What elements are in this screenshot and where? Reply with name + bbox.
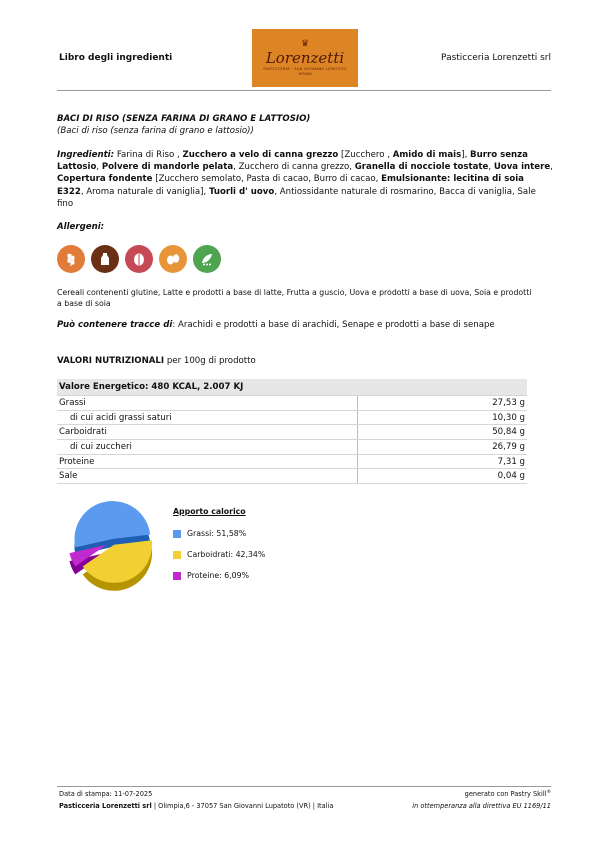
nutrient-name: Proteine [57,454,357,469]
logo-brand: Lorenzetti [265,49,345,67]
nutrient-value: 7,31 g [357,454,527,469]
legend-item [173,550,265,559]
legend-title: Apporto calorico [173,507,246,516]
calorie-pie-chart [63,492,163,602]
nuts-icon [125,245,153,273]
footer-company: Pasticceria Lorenzetti srl [59,802,152,810]
nutrient-value: 50,84 g [357,425,527,440]
ingredient-highlight: Polvere di mandorle pelata [101,162,234,173]
nutrient-value: 27,53 g [357,396,527,411]
nutrition-per: per 100g di prodotto [164,356,256,366]
document-type: Libro degli ingredienti [59,53,173,63]
generated-text: generato con Pastry Skill [464,790,547,799]
nutrient-value: 10,30 g [357,410,527,425]
allergens-label: Allergeni: [57,222,105,232]
traces-text: : Arachidi e prodotti a base di arachidi, Senape e prodotti a base di senape [172,320,495,330]
header-divider [57,90,551,91]
allergen-icons [57,245,221,273]
company-logo [252,29,358,87]
ingredients-list [57,150,553,209]
ingredient-highlight: Amido di mais [392,150,462,160]
legend-swatch [173,530,181,538]
gluten-icon [57,245,85,273]
table-row [57,454,527,469]
ingredients-paragraph [57,149,553,210]
allergens-description: Cereali contenenti glutine, Latte e prodotti a base di latte, Frutta a guscio, Uova e prodotti a base di uova, Soia e prodotti a base di soia [57,288,532,308]
generated-by [465,790,551,798]
ingredient-highlight: Granella di nocciole tostate [354,162,489,173]
legend-label: Proteine: 6,09% [187,571,250,580]
logo-city: VERONA [298,72,312,76]
legend-label: Carboidrati: 42,34% [187,550,266,559]
ingredient-text: ], [461,150,471,160]
energy-value: Valore Energetico: 480 KCAL, 2.007 KJ [57,379,527,396]
registered-mark: ® [546,790,551,795]
ingredient-text: [Zucchero semolato, Pasta di cacao, Burro di cacao, [152,174,382,185]
table-row [57,396,527,411]
footer-address: | Olimpia,6 - 37057 San Giovanni Lupatoto (VR) | Italia [151,802,334,810]
ingredient-text: , Antiossidante naturale di rosmarino, Bacca di vaniglia, Sale fino [57,186,536,209]
nutrient-name: Grassi [57,396,357,411]
company-address [59,802,333,810]
egg-icon [159,245,187,273]
company-name: Pasticceria Lorenzetti srl [441,53,551,63]
pie-legend [173,507,265,592]
ingredient-highlight: Emulsionante: lecitina di soia E322 [57,174,524,197]
crown-icon: ♛ [300,39,310,49]
nutrient-value: 26,79 g [357,440,527,455]
table-row [57,440,527,455]
legend-item [173,529,265,538]
legend-item [173,571,265,580]
legend-swatch [173,572,181,580]
ingredient-text: [Zucchero , [338,150,393,160]
nutrient-name: di cui acidi grassi saturi [57,410,357,425]
nutrient-value: 0,04 g [357,469,527,484]
logo-tagline: PASTICCERIA · SAN GIOVANNI LUPATOTO [263,67,347,71]
nutrition-table [57,379,527,484]
table-row [57,469,527,484]
ingredient-highlight: Uova intere [493,162,551,173]
nutrient-name: di cui zuccheri [57,440,357,455]
legend-swatch [173,551,181,559]
legend-label: Grassi: 51,58% [187,529,247,538]
ingredients-label: Ingredienti: [57,150,115,160]
ingredient-text: Farina di Riso , [116,150,183,160]
ingredient-text: , [488,162,494,173]
ingredient-highlight: Burro senza Lattosio [57,150,528,173]
soy-icon [193,245,221,273]
traces-label: Può contenere tracce di [57,320,173,330]
ingredient-highlight: Tuorli d' uovo [208,186,275,197]
ingredient-text: , [96,162,102,173]
product-subtitle: (Baci di riso (senza farina di grano e lattosio)) [57,126,254,136]
energy-row [57,379,527,396]
ingredient-text: , Zucchero di canna grezzo, [233,162,355,173]
compliance-note: in ottemperanza alla direttiva EU 1169/11 [412,802,551,810]
nutrient-name: Carboidrati [57,425,357,440]
table-row [57,410,527,425]
ingredient-highlight: Copertura fondente [57,174,153,185]
nutrient-name: Sale [57,469,357,484]
traces-paragraph [57,320,495,330]
ingredient-highlight: Zucchero a velo di canna grezzo [182,150,339,160]
milk-icon [91,245,119,273]
ingredient-text: , Aroma naturale di vaniglia], [80,186,209,197]
print-date: Data di stampa: 11-07-2025 [59,790,153,798]
nutrition-heading [57,356,256,366]
table-row [57,425,527,440]
nutrition-title: VALORI NUTRIZIONALI [57,356,165,366]
footer-divider [57,786,551,787]
product-title: BACI DI RISO (SENZA FARINA DI GRANO E LATTOSIO) [57,114,311,124]
ingredient-text: , [550,162,553,173]
